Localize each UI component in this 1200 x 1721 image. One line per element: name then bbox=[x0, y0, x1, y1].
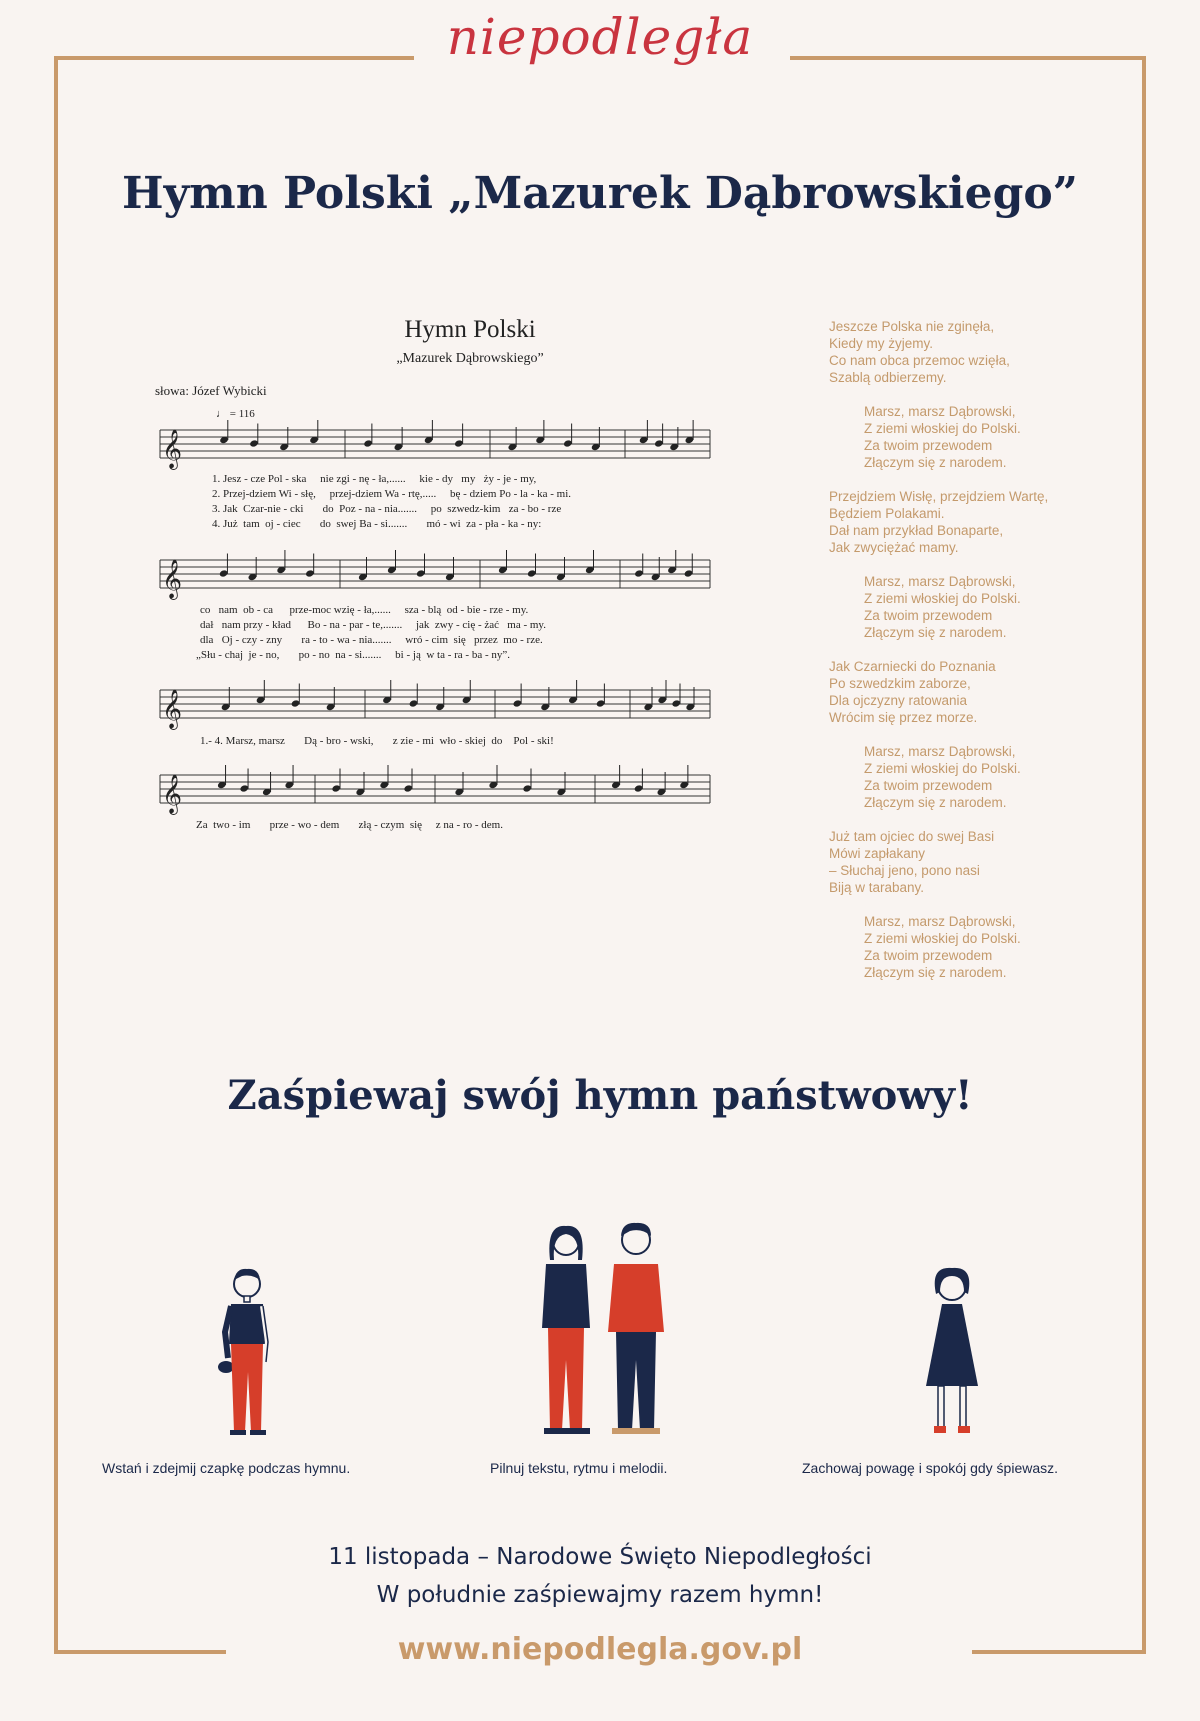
lyrics-stanza bbox=[829, 828, 1099, 896]
frame-left bbox=[54, 56, 58, 1654]
call-to-action-heading: Zaśpiewaj swój hymn państwowy! bbox=[227, 1072, 973, 1119]
verse-line: dla Oj - czy - zny ra - to - wa - nia....... wró - cim się przez mo - rze. bbox=[200, 634, 543, 646]
treble-clef-icon: 𝄞 bbox=[162, 689, 183, 729]
lyrics-line: Kiedy my żyjemy. bbox=[829, 336, 934, 351]
lyrics-line: Jak zwyciężać mamy. bbox=[829, 540, 959, 555]
lyrics-line: Już tam ojciec do swej Basi bbox=[829, 829, 995, 844]
lyrics-line: Złączym się z narodem. bbox=[864, 625, 1007, 640]
verse-line: 1. Jesz - cze Pol - ska nie zgi - nę - ła,...... kie - dy my ży - je - my, bbox=[212, 473, 537, 485]
lyrics-line: Szablą odbierzemy. bbox=[829, 370, 947, 385]
caption-calm: Zachowaj powagę i spokój gdy śpiewasz. bbox=[802, 1460, 1059, 1476]
lyrics-line: Z ziemi włoskiej do Polski. bbox=[864, 761, 1021, 776]
verse-line: „Słu - chaj je - no, po - no na - si....... bi - ją w ta - ra - ba - ny”. bbox=[196, 649, 511, 661]
lyrics-line: Po szwedzkim zaborze, bbox=[829, 676, 971, 691]
lyrics-line: Marsz, marsz Dąbrowski, bbox=[864, 744, 1016, 759]
treble-clef-icon: 𝄞 bbox=[162, 774, 183, 814]
page-title: Hymn Polski „Mazurek Dąbrowskiego” bbox=[122, 168, 1078, 219]
lyrics-line: Będziem Polakami. bbox=[829, 506, 945, 521]
lyrics-line: Złączym się z narodem. bbox=[864, 965, 1007, 980]
sheet-music bbox=[150, 300, 790, 860]
sheet-title: Hymn Polski bbox=[404, 316, 536, 343]
lyrics-column bbox=[829, 318, 1099, 998]
lyrics-line: Marsz, marsz Dąbrowski, bbox=[864, 914, 1016, 929]
lyrics-line: Marsz, marsz Dąbrowski, bbox=[864, 574, 1016, 589]
lyrics-line: Za twoim przewodem bbox=[864, 948, 993, 963]
lyrics-line: Z ziemi włoskiej do Polski. bbox=[864, 421, 1021, 436]
lyrics-line: Jeszcze Polska nie zginęła, bbox=[829, 319, 995, 334]
tempo-mark: ♩ = 116 bbox=[216, 408, 255, 420]
couple-singing-illustration bbox=[536, 1220, 674, 1438]
lyrics-line: Przejdziem Wisłę, przejdziem Wartę, bbox=[829, 489, 1049, 504]
lyrics-chorus bbox=[829, 403, 1099, 471]
lyrics-stanza bbox=[829, 658, 1099, 726]
lyrics-line: – Słuchaj jeno, pono nasi bbox=[829, 863, 980, 878]
lyrics-stanza bbox=[829, 488, 1099, 556]
verse-line: Za two - im prze - wo - dem złą - czym się z na - ro - dem. bbox=[196, 819, 503, 831]
lyrics-chorus bbox=[829, 573, 1099, 641]
girl-singing-illustration bbox=[920, 1262, 984, 1437]
verse-line: 4. Już tam oj - ciec do swej Ba - si....... mó - wi za - pła - ka - ny: bbox=[212, 518, 542, 530]
verse-line: 1.- 4. Marsz, marsz Dą - bro - wski, z zie - mi wło - skiej do Pol - ski! bbox=[200, 735, 554, 747]
logo: niepodległa bbox=[446, 8, 754, 66]
lyrics-line: Za twoim przewodem bbox=[864, 778, 993, 793]
verse-line: dał nam przy - kład Bo - na - par - te,....... jak zwy - cię - żać ma - my. bbox=[200, 619, 546, 631]
lyrics-line: Biją w tarabany. bbox=[829, 880, 925, 895]
lyrics-line: Marsz, marsz Dąbrowski, bbox=[864, 404, 1016, 419]
treble-clef-icon: 𝄞 bbox=[162, 429, 183, 469]
footer-invite-line: W południe zaśpiewajmy razem hymn! bbox=[376, 1582, 824, 1608]
lyrics-chorus bbox=[829, 913, 1099, 981]
frame-right bbox=[1142, 56, 1146, 1654]
treble-clef-icon: 𝄞 bbox=[162, 559, 183, 599]
lyrics-line: Z ziemi włoskiej do Polski. bbox=[864, 591, 1021, 606]
lyrics-line: Za twoim przewodem bbox=[864, 608, 993, 623]
sheet-subtitle: „Mazurek Dąbrowskiego” bbox=[396, 351, 544, 366]
lyrics-line: Wrócim się przez morze. bbox=[829, 710, 978, 725]
sheet-author: słowa: Józef Wybicki bbox=[155, 383, 267, 398]
caption-text: Pilnuj tekstu, rytmu i melodii. bbox=[490, 1460, 668, 1476]
lyrics-line: Za twoim przewodem bbox=[864, 438, 993, 453]
website-link[interactable]: www.niepodlegla.gov.pl bbox=[397, 1632, 803, 1667]
verse-line: 3. Jak Czar-nie - cki do Poz - na - nia....... po szwedz-kim za - bo - rze bbox=[212, 503, 562, 515]
lyrics-line: Z ziemi włoskiej do Polski. bbox=[864, 931, 1021, 946]
caption-stand: Wstań i zdejmij czapkę podczas hymnu. bbox=[102, 1460, 351, 1476]
lyrics-line: Złączym się z narodem. bbox=[864, 455, 1007, 470]
lyrics-line: Jak Czarniecki do Poznania bbox=[829, 659, 996, 674]
footer-date-line: 11 listopada – Narodowe Święto Niepodległości bbox=[328, 1544, 872, 1570]
lyrics-line: Dał nam przykład Bonaparte, bbox=[829, 523, 1004, 538]
lyrics-line: Mówi zapłakany bbox=[829, 846, 926, 861]
lyrics-stanza bbox=[829, 318, 1099, 386]
lyrics-line: Dla ojczyzny ratowania bbox=[829, 693, 968, 708]
boy-holding-cap-illustration bbox=[212, 1262, 282, 1437]
verse-line: co nam ob - ca prze-moc wzię - ła,...... sza - blą od - bie - rze - my. bbox=[200, 604, 529, 616]
lyrics-line: Złączym się z narodem. bbox=[864, 795, 1007, 810]
lyrics-chorus bbox=[829, 743, 1099, 811]
lyrics-line: Co nam obca przemoc wzięła, bbox=[829, 353, 1010, 368]
verse-line: 2. Przej-dziem Wi - słę, przej-dziem Wa - rtę,..... bę - dziem Po - la - ka - mi. bbox=[212, 488, 572, 500]
